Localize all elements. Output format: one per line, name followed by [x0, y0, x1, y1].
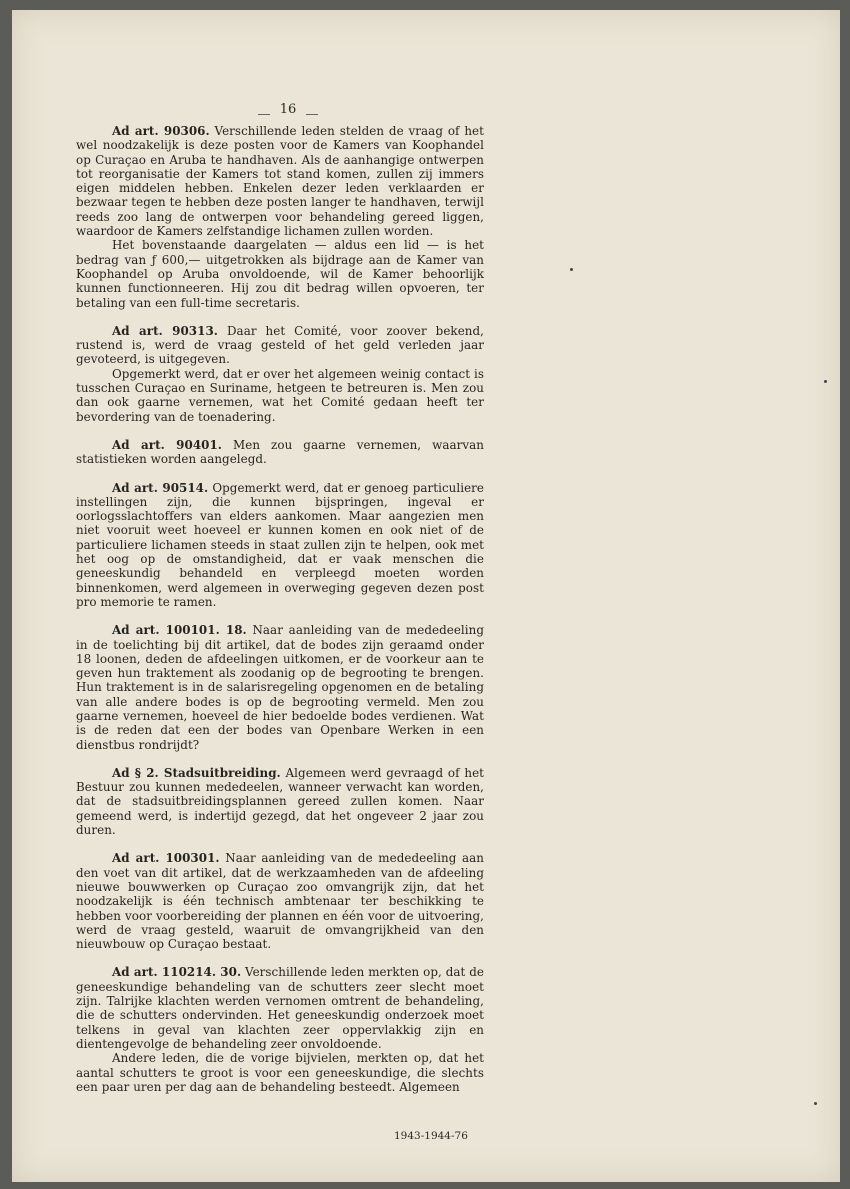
- page-footer-reference: 1943-1944-76: [394, 1130, 468, 1142]
- paragraph: [76, 438, 484, 467]
- paragraph: [76, 766, 484, 837]
- section-art-100301: [76, 851, 484, 951]
- paragraph: [76, 851, 484, 951]
- section-art-110214: [76, 965, 484, 1094]
- section-art-100101: [76, 623, 484, 752]
- paragraph: [76, 481, 484, 610]
- paragraph-text: Opgemerkt werd, dat er genoeg particuliere instellingen zijn, die kunnen bijspringen, ingeval er oorlogsslachtoffers van elders aankomen. Maar aangezien men niet vooruit weet hoeveel er kunnen komen en ook niet of de particuliere lichamen steeds in staat zullen zijn te helpen, ook met het oog op de omstandigheid, dat er vaak menschen die geneeskundig behandeld en verpleegd moeten worden binnenkomen, werd algemeen in overweging gegeven dezen post pro memorie te ramen.: [76, 480, 484, 609]
- section-heading: Ad art. 100101. 18.: [112, 623, 247, 638]
- paragraph: [76, 965, 484, 1051]
- section-heading: Ad art. 90306.: [112, 124, 210, 138]
- document-body: [76, 124, 484, 1094]
- document-page: [12, 10, 840, 1182]
- section-heading: Ad art. 90401.: [112, 437, 222, 452]
- section-heading: Ad art. 100301.: [112, 851, 220, 866]
- section-art-90401: [76, 438, 484, 467]
- paragraph: Opgemerkt werd, dat er over het algemeen weinig contact is tusschen Curaçao en Suriname, hetgeen te betreuren is. Men zou dan ook gaarne vernemen, wat het Comité gedaan heeft ter bevordering van de toenadering.: [76, 366, 484, 424]
- section-art-90306: [76, 124, 484, 310]
- section-art-90514: [76, 481, 484, 610]
- paragraph: [76, 324, 484, 367]
- paragraph-text: Verschillende leden stelden de vraag of het wel noodzakelijk is deze posten voor de Kamers van Koophandel op Curaçao en Aruba te handhaven. Als de aanhangige ontwerpen tot reorganisatie der Kamers tot stand komen, zullen zij immers eigen middelen hebben. Enkelen dezer leden verklaarden er bezwaar tegen te hebben deze posten langer te handhaven, terwijl reeds zoo lang de ontwerpen voor behandeling gereed liggen, waardoor de Kamers zelfstandige lichamen zullen worden.: [76, 124, 484, 239]
- section-art-90313: [76, 324, 484, 424]
- section-heading: Ad § 2. Stadsuitbreiding.: [112, 765, 281, 780]
- page-number: 16: [268, 102, 308, 117]
- paragraph-text: Verschillende leden merkten op, dat de geneeskundige behandeling van de schutters zeer slecht moet zijn. Talrijke klachten werden vernomen omtrent de behandeling, die de schutters ondervinden. Het geneeskundig onderzoek moet telkens in geval van klachten zeer oppervlakkig zijn en dientengevolge de behandeling zeer onvoldoende.: [76, 965, 484, 1051]
- section-heading: Ad art. 90514.: [112, 480, 209, 495]
- paragraph-text: Algemeen werd gevraagd of het Bestuur zou kunnen mededeelen, wanneer verwacht kan worden, dat de stadsuitbreidingsplannen gereed zullen komen. Naar gemeend werd, is indertijd gezegd, dat het ongeveer 2 jaar zou duren.: [76, 765, 484, 838]
- paragraph-text: Naar aanleiding van de mededeeling aan den voet van dit artikel, dat de werkzaamheden van de afdeeling nieuwe bouwwerken op Curaçao zoo omvangrijk zijn, dat het noodzakelijk is één technisch ambtenaar ter beschikking te hebben voor voorbereiding der plannen en één voor de uitvoering, werd de vraag gesteld, waaruit de omvangrijkheid van den nieuwbouw op Curaçao bestaat.: [76, 851, 484, 952]
- paragraph-text: Men zou gaarne vernemen, waarvan statistieken worden aangelegd.: [76, 437, 484, 467]
- paragraph-text: Naar aanleiding van de mededeeling in de toelichting bij dit artikel, dat de bodes zijn geraamd onder 18 loonen, deden de afdeelingen uitkomen, er de voorkeur aan te geven hun traktement als zoodanig op de begrooting te brengen. Hun traktement is in de salarisregeling opgenomen en de betaling van alle andere bodes is op de begrooting vermeld. Men zou gaarne vernemen, hoeveel de hier bedoelde bodes verdienen. Wat is de reden dat een der bodes van Openbare Werken in een dienstbus rondrijdt?: [76, 623, 484, 752]
- section-stadsuitbreiding: [76, 766, 484, 837]
- section-heading: Ad art. 110214. 30.: [112, 965, 242, 980]
- paragraph: [76, 124, 484, 238]
- paragraph: Het bovenstaande daargelaten — aldus een lid — is het bedrag van ƒ 600,— uitgetrokken als bijdrage aan de Kamer van Koophandel op Aruba onvoldoende, wil de Kamer behoorlijk kunnen functionneeren. Hij zou dit bedrag willen opvoeren, ter betaling van een full-time secretaris.: [76, 238, 484, 310]
- paragraph: Andere leden, die de vorige bijvielen, merkten op, dat het aantal schutters te groot is voor een geneeskundige, die slechts een paar uren per dag aan de behandeling besteedt. Algemeen: [76, 1051, 484, 1094]
- paper-speck: [814, 1102, 817, 1105]
- paper-speck: [824, 380, 827, 383]
- paragraph-text: Daar het Comité, voor zoover bekend, rustend is, werd de vraag gesteld of het geld verleden jaar gevoteerd, is uitgegeven.: [76, 323, 484, 367]
- paper-speck: [570, 268, 573, 271]
- paragraph: [76, 623, 484, 752]
- section-heading: Ad art. 90313.: [112, 323, 218, 338]
